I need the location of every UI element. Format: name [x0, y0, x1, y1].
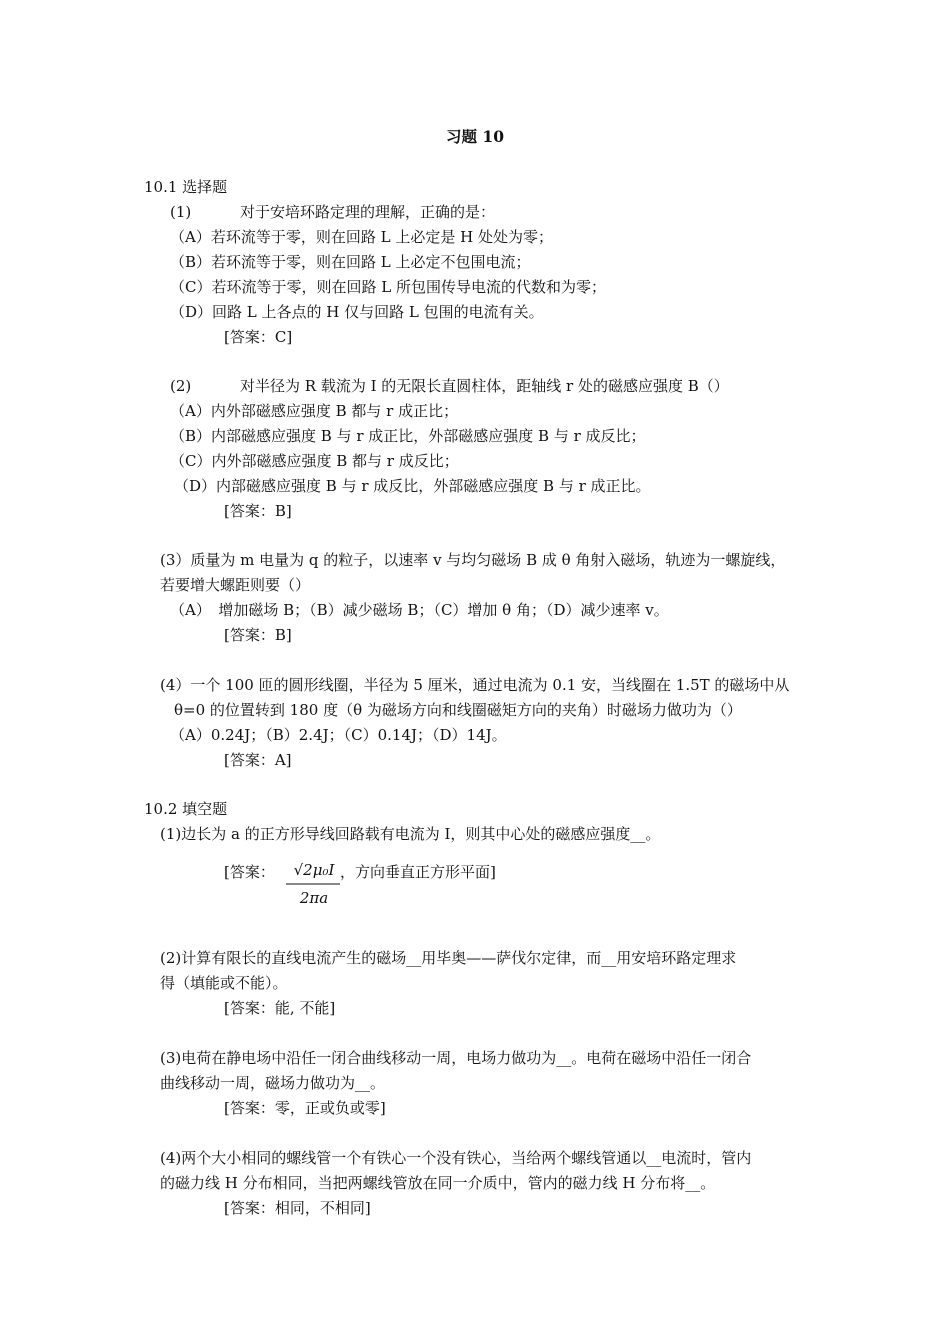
formula-denominator: 2πa [299, 889, 329, 907]
option-d: （D）回路 L 上各点的 H 仅与回路 L 包围的电流有关。 [170, 303, 544, 321]
question-text-continued: 曲线移动一周，磁场力做功为__。 [160, 1074, 386, 1092]
page-title: 习题 10 [446, 127, 504, 146]
question-number: (1) [170, 203, 192, 221]
answer: [答案：零，正或负或零] [224, 1099, 386, 1117]
option-b: （B）内部磁感应强度 B 与 r 成正比，外部磁感应强度 B 与 r 成反比； [170, 427, 646, 445]
answer: [答案：A] [224, 751, 292, 769]
answer: [答案：B] [224, 626, 292, 644]
formula-numerator: √2μ₀I [293, 861, 335, 879]
option-c: （C）内外部磁感应强度 B 都与 r 成反比； [170, 452, 459, 470]
question-text: (2)计算有限长的直线电流产生的磁场__用毕奥——萨伐尔定律，而__用安培环路定理求 [160, 949, 737, 967]
question-text-continued: θ=0 的位置转到 180 度（θ 为磁场方向和线圈磁矩方向的夹角）时磁场力做功为（） [174, 701, 742, 719]
options-row: （A） 增加磁场 B；（B）减少磁场 B；（C）增加 θ 角；（D）减少速率 v。 [170, 601, 669, 619]
question-text-continued: 的磁力线 H 分布相同，当把两螺线管放在同一介质中，管内的磁力线 H 分布将__。 [160, 1174, 716, 1192]
question-text: (4)两个大小相同的螺线管一个有铁心一个没有铁心，当给两个螺线管通以__电流时，管内 [160, 1149, 752, 1167]
section-heading-fill: 10.2 填空题 [144, 800, 228, 818]
question-text: 对于安培环路定理的理解，正确的是： [240, 203, 496, 221]
question-text: (4）一个 100 匝的圆形线圈，半径为 5 厘米，通过电流为 0.1 安，当线圈在 1.5T 的磁场中从 [160, 676, 790, 694]
answer-suffix: ，方向垂直正方形平面] [340, 863, 496, 881]
question-number: (2) [170, 377, 192, 395]
answer: [答案：相同，不相同] [224, 1199, 371, 1217]
option-c: （C）若环流等于零，则在回路 L 所包围传导电流的代数和为零； [170, 278, 606, 296]
answer-prefix: [答案： [224, 863, 275, 881]
question-text-continued: 若要增大螺距则要（） [160, 576, 311, 594]
section-heading-choice: 10.1 选择题 [144, 178, 228, 196]
answer: [答案：能, 不能] [224, 999, 336, 1017]
question-text: (3)电荷在静电场中沿任一闭合曲线移动一周，电场力做功为__。电荷在磁场中沿任一闭合 [160, 1049, 752, 1067]
option-d: （D）内部磁感应强度 B 与 r 成反比，外部磁感应强度 B 与 r 成正比。 [174, 477, 651, 495]
options-row: （A）0.24J；（B）2.4J；（C）0.14J；（D）14J。 [170, 726, 507, 744]
option-a: （A）若环流等于零，则在回路 L 上必定是 H 处处为零； [170, 228, 553, 246]
question-text: (1)边长为 a 的正方形导线回路载有电流为 I，则其中心处的磁感应强度__。 [160, 825, 661, 843]
question-text: (3）质量为 m 电量为 q 的粒子，以速率 v 与均匀磁场 B 成 θ 角射入磁场，轨迹为一螺旋线， [160, 551, 786, 569]
option-b: （B）若环流等于零，则在回路 L 上必定不包围电流； [170, 253, 531, 271]
option-a: （A）内外部磁感应强度 B 都与 r 成正比； [170, 402, 459, 420]
question-text-continued: 得（填能或不能）。 [160, 974, 288, 992]
question-text: 对半径为 R 载流为 I 的无限长直圆柱体，距轴线 r 处的磁感应强度 B（） [240, 377, 729, 395]
answer: [答案：C] [224, 328, 293, 346]
answer: [答案：B] [224, 502, 292, 520]
answer-formula [284, 858, 344, 910]
